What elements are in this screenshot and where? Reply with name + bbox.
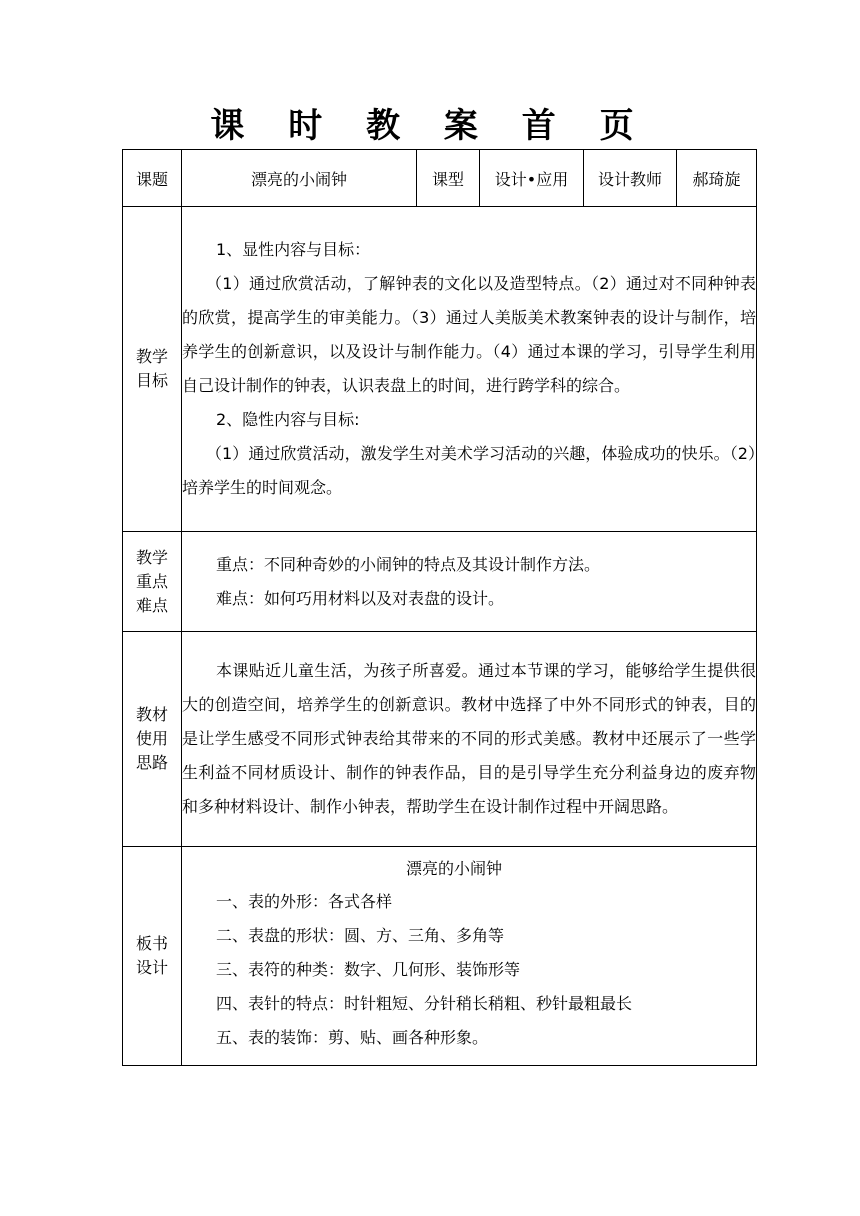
board-line: 一、表的外形：各式各样: [216, 892, 393, 911]
explicit-text: （1）通过欣赏活动，了解钟表的文化以及造型特点。（2）通过对不同种钟表的欣赏，提高学生的审美能力。（3）通过人美版美术教案钟表的设计与制作，培养学生的创新意识，以及设计与制作能力。（4）通过本课的学习，引导学生利用自己设计制作的钟表，认识表盘上的时间，进行跨学科的综合。: [182, 274, 756, 395]
textbook-content: [182, 632, 757, 847]
goals-content: [182, 207, 757, 532]
key-points-label-text: 教学重点难点: [135, 547, 168, 615]
explicit-heading: 1、显性内容与目标：: [216, 240, 371, 259]
textbook-text: 本课贴近儿童生活，为孩子所喜爱。通过本节课的学习，能够给学生提供很大的创造空间，培养学生的创新意识。教材中选择了中外不同形式的钟表，目的是让学生感受不同形式钟表给其带来的不同的形式美感。教材中还展示了一些学生利益不同材质设计、制作的钟表作品，目的是引导学生充分利益身边的废弃物和多种材料设计、制作小钟表，帮助学生在设计制作过程中开阔思路。: [182, 661, 756, 816]
topic-value: 漂亮的小闹钟: [182, 150, 417, 207]
type-value: 设计•应用: [480, 150, 584, 207]
header-row: [123, 150, 757, 207]
goals-label-text: 教学目标: [135, 347, 168, 390]
teacher-value: 郝琦旋: [677, 150, 757, 207]
goals-label: [123, 207, 182, 532]
board-content: [182, 847, 757, 1066]
board-line: 二、表盘的形状：圆、方、三角、多角等: [216, 926, 505, 945]
difficulty-text: 难点：如何巧用材料以及对表盘的设计。: [216, 588, 505, 608]
teacher-label: 设计教师: [584, 150, 677, 207]
goals-row: [123, 207, 757, 532]
board-line: 四、表针的特点：时针粗短、分针稍长稍粗、秒针最粗最长: [216, 994, 633, 1013]
board-line: 三、表符的种类：数字、几何形、装饰形等: [216, 960, 521, 979]
board-line: 五、表的装饰：剪、贴、画各种形象。: [216, 1028, 489, 1047]
type-label: 课型: [417, 150, 480, 207]
textbook-label-text: 教材使用思路: [135, 705, 168, 772]
board-label-text: 板书设计: [135, 934, 168, 977]
key-points-content: [182, 532, 757, 632]
board-title: 漂亮的小闹钟: [405, 859, 502, 878]
key-points-label: [123, 532, 182, 632]
focus-text: 重点：不同种奇妙的小闹钟的特点及其设计制作方法。: [216, 554, 601, 574]
board-label: [123, 847, 182, 1066]
textbook-row: [123, 632, 757, 847]
page-title: 课 时 教 案 首 页: [210, 106, 650, 146]
implicit-heading: 2、隐性内容与目标:: [216, 410, 360, 429]
key-points-row: [123, 532, 757, 632]
implicit-text: （1）通过欣赏活动，激发学生对美术学习活动的兴趣，体验成功的快乐。（2）培养学生的时间观念。: [182, 444, 756, 497]
topic-label: 课题: [123, 150, 182, 207]
board-row: [123, 847, 757, 1066]
textbook-label: [123, 632, 182, 847]
lesson-plan-table: [122, 149, 757, 1066]
